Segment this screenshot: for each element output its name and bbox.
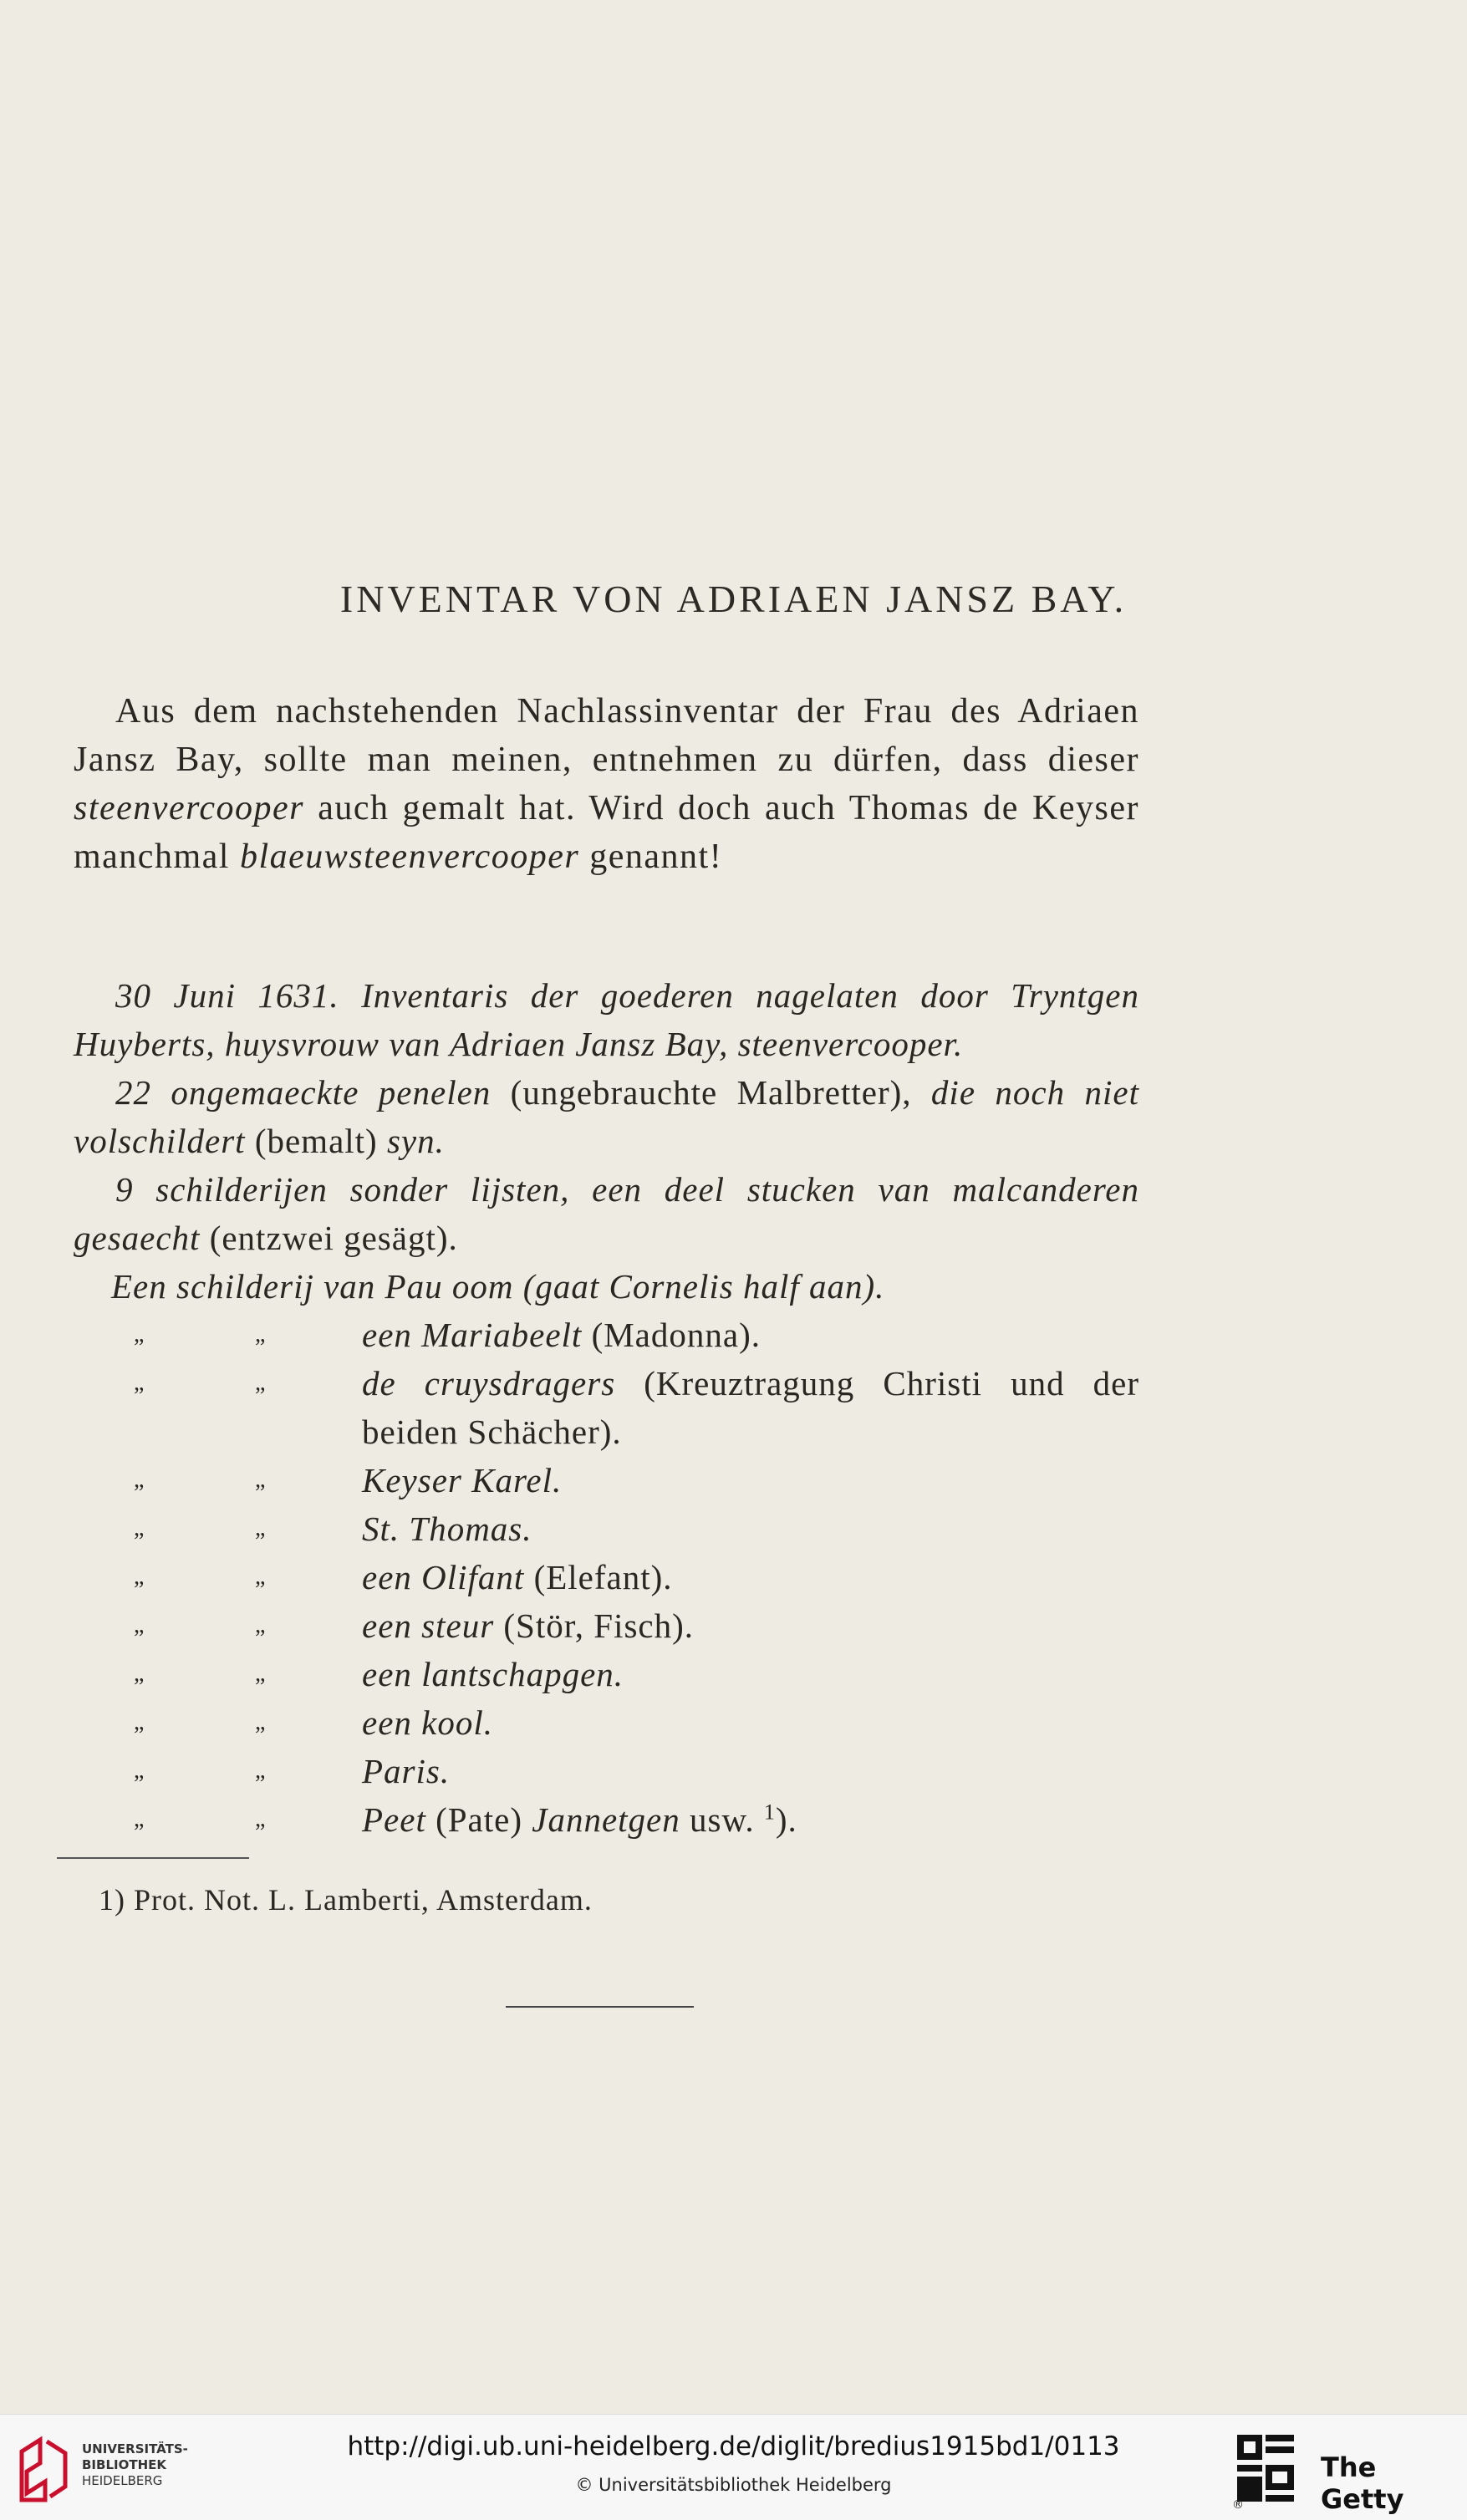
entry-date-text: 30 Juni 1631. Inventaris der goederen nagelaten door Tryntgen Huyberts, huysvrouw van Adriaen Jansz Bay, steenvercooper. bbox=[74, 976, 1139, 1063]
first-item-text: Een schilderij van Pau oom (gaat Cornelis half aan). bbox=[111, 1267, 885, 1306]
entry-paintings bbox=[74, 1165, 1139, 1262]
intro-text-3: genannt! bbox=[579, 837, 723, 876]
getty-logo-icon[interactable] bbox=[1235, 2433, 1296, 2503]
entry-date bbox=[74, 971, 1139, 1068]
ditto-mark: „ bbox=[134, 1515, 145, 1541]
intro-italic-1: steenvercooper bbox=[74, 789, 304, 827]
ditto-mark: „ bbox=[134, 1321, 145, 1347]
ditto-mark: „ bbox=[134, 1709, 145, 1735]
library-line-1: UNIVERSITÄTS- bbox=[82, 2441, 188, 2456]
ditto-mark: „ bbox=[255, 1612, 267, 1638]
item-italic: Keyser Karel. bbox=[362, 1461, 563, 1499]
intro-paragraph bbox=[74, 687, 1139, 881]
entry-paintings-gloss: (entzwei gesägt). bbox=[200, 1219, 458, 1257]
ditto-mark: „ bbox=[134, 1661, 145, 1687]
item-italic: Peet bbox=[362, 1800, 426, 1839]
ditto-mark: „ bbox=[255, 1467, 267, 1493]
footnote-divider bbox=[57, 1857, 249, 1859]
ditto-mark: „ bbox=[255, 1758, 267, 1784]
entry-panels-gloss-2: (bemalt) bbox=[245, 1122, 387, 1160]
item-italic: een Mariabeelt bbox=[362, 1316, 583, 1354]
inventory-entries bbox=[74, 971, 1139, 1844]
item-italic: een steur bbox=[362, 1606, 495, 1645]
entry-panels-italic: 22 ongemaeckte penelen bbox=[115, 1073, 492, 1112]
list-item bbox=[74, 1601, 1139, 1650]
ditto-mark: „ bbox=[134, 1370, 145, 1396]
list-item bbox=[74, 1359, 1139, 1456]
ditto-mark: „ bbox=[134, 1564, 145, 1590]
intro-text-2: auch gemalt hat. Wird doch auch Thomas de Keyser manchmal bbox=[74, 789, 1139, 876]
item-italic: een kool. bbox=[362, 1703, 493, 1742]
item-italic: St. Thomas. bbox=[362, 1509, 532, 1548]
footnote-marker[interactable]: 1 bbox=[763, 1800, 776, 1825]
entry-panels-italic-3: syn. bbox=[386, 1122, 445, 1160]
item-end: ). bbox=[775, 1800, 797, 1839]
ditto-mark: „ bbox=[255, 1661, 267, 1687]
ditto-mark: „ bbox=[134, 1806, 145, 1832]
end-divider bbox=[506, 2006, 694, 2008]
list-item bbox=[74, 1504, 1139, 1553]
item-gloss: (Madonna). bbox=[582, 1316, 761, 1354]
list-item bbox=[74, 1795, 1139, 1844]
item-italic-2: Jannetgen bbox=[532, 1800, 680, 1839]
ditto-mark: „ bbox=[255, 1709, 267, 1735]
library-line-3: HEIDELBERG bbox=[82, 2473, 163, 2488]
entry-panels bbox=[74, 1068, 1139, 1165]
ditto-mark: „ bbox=[255, 1321, 267, 1347]
entry-panels-gloss: (ungebrauchte Malbretter), bbox=[491, 1073, 931, 1112]
intro-italic-2: blaeuwsteenvercooper bbox=[239, 837, 580, 876]
list-item bbox=[74, 1650, 1139, 1698]
item-gloss-2: usw. bbox=[680, 1800, 764, 1839]
list-item bbox=[74, 1311, 1139, 1359]
getty-name: The Getty bbox=[1321, 2451, 1404, 2515]
footnote: 1) Prot. Not. L. Lamberti, Amsterdam. bbox=[99, 1883, 593, 1917]
item-italic: een Olifant bbox=[362, 1558, 525, 1596]
item-gloss: (Pate) bbox=[425, 1800, 532, 1839]
item-italic: de cruysdragers bbox=[362, 1364, 616, 1403]
library-line-2: BIBLIOTHEK bbox=[82, 2457, 166, 2472]
ditto-mark: „ bbox=[255, 1515, 267, 1541]
permalink-url[interactable]: http://digi.ub.uni-heidelberg.de/diglit/bredius1915bd1/0113 bbox=[347, 2431, 1120, 2461]
ditto-list bbox=[74, 1311, 1139, 1844]
item-italic: Paris. bbox=[362, 1752, 451, 1790]
page-title: INVENTAR VON ADRIAEN JANSZ BAY. bbox=[339, 578, 1128, 620]
list-item bbox=[74, 1698, 1139, 1747]
ditto-mark: „ bbox=[255, 1564, 267, 1590]
list-item-first bbox=[74, 1262, 1139, 1311]
item-gloss: (Stör, Fisch). bbox=[494, 1606, 695, 1645]
copyright-notice: © Universitätsbibliothek Heidelberg bbox=[575, 2475, 892, 2495]
intro-text-1: Aus dem nachstehenden Nachlassinventar der Frau des Adriaen Jansz Bay, sollte man meinen, entnehmen zu dürfen, dass dieser bbox=[74, 692, 1139, 779]
entry-panels-italic-2: die noch niet volschildert bbox=[74, 1073, 1139, 1160]
registered-mark: ® bbox=[1232, 2498, 1244, 2512]
ditto-mark: „ bbox=[134, 1612, 145, 1638]
ditto-mark: „ bbox=[255, 1370, 267, 1396]
ditto-mark: „ bbox=[134, 1467, 145, 1493]
item-italic: een lantschapgen. bbox=[362, 1655, 624, 1693]
list-item bbox=[74, 1553, 1139, 1601]
item-gloss: (Elefant). bbox=[524, 1558, 673, 1596]
ditto-mark: „ bbox=[134, 1758, 145, 1784]
item-gloss: (Kreuztragung Christi und der beiden Schächer). bbox=[362, 1364, 1139, 1451]
entry-paintings-italic: 9 schilderijen sonder lijsten, een deel stucken van malcanderen gesaecht bbox=[74, 1170, 1139, 1257]
viewer-footer bbox=[0, 2414, 1467, 2520]
ditto-mark: „ bbox=[255, 1806, 267, 1832]
list-item bbox=[74, 1747, 1139, 1795]
list-item bbox=[74, 1456, 1139, 1504]
